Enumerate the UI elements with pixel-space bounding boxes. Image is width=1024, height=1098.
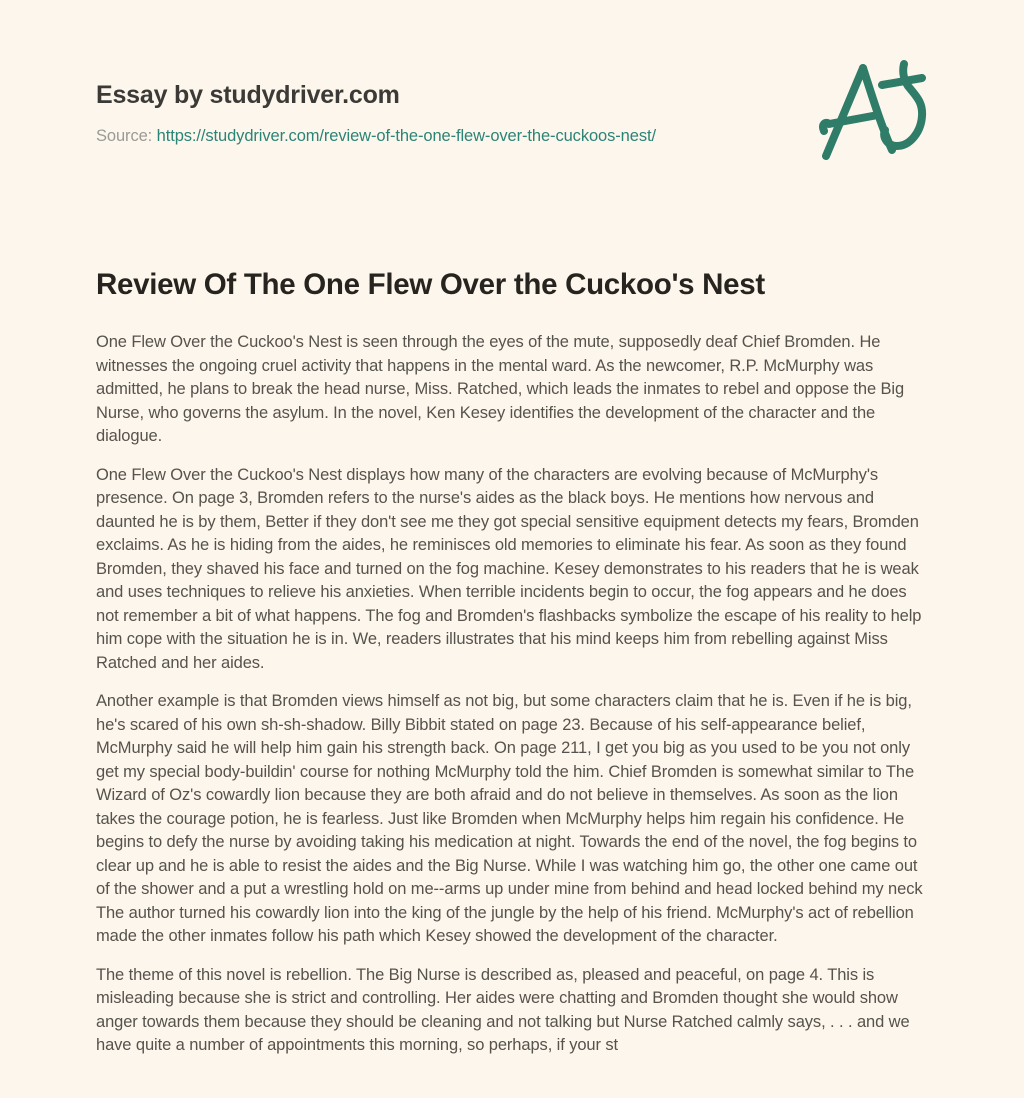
essay-title: Review Of The One Flew Over the Cuckoo's Nest <box>96 268 765 301</box>
essay-body <box>96 331 928 1058</box>
essay-paragraph: The theme of this novel is rebellion. The Big Nurse is described as, pleased and peaceful, on page 4. This is misleading because she is strict and controlling. Her aides were chatting and Bromden thought she would show anger towards them because they should be cleaning and not talking but Nurse Ratched calmly says, . . . and we have quite a number of appointments this morning, so perhaps, if your st <box>96 965 910 1054</box>
source-line <box>96 126 928 146</box>
essay-paragraph: One Flew Over the Cuckoo's Nest displays how many of the characters are evolving because of McMurphy's presence. On page 3, Bromden refers to the nurse's aides as the black boys. He mentions how nervous and daunted he is by them, Better if they don't see me they got special sensitive equipment detects my fears, Bromden exclaims. As he is hiding from the aides, he reminisces old memories to eliminate his fear. As soon as they found Bromden, they shaved his face and turned on the fog machine. Kesey demonstrates to his readers that he is weak and uses techniques to relieve his anxieties. When terrible incidents begin to occur, the fog appears and he does not remember a bit of what happens. The fog and Bromden's flashbacks symbolize the escape of his reality to help him cope with the situation he is in. We, readers illustrates that his mind keeps him from rebelling against Miss Ratched and her aides. <box>96 465 922 672</box>
essay-page <box>96 0 928 1058</box>
page-title: Essay by studydriver.com <box>96 81 400 109</box>
essay-content <box>96 268 928 1058</box>
a-plus-logo-icon <box>816 58 928 162</box>
essay-paragraph: One Flew Over the Cuckoo's Nest is seen through the eyes of the mute, supposedly deaf Chief Bromden. He witnesses the ongoing cruel activity that happens in the mental ward. As the newcomer, R.P. McMurphy was admitted, he plans to break the head nurse, Miss. Ratched, which leads the inmates to rebel and oppose the Big Nurse, who governs the asylum. In the novel, Ken Kesey identifies the development of the character and the dialogue. <box>96 333 905 445</box>
source-link[interactable]: https://studydriver.com/review-of-the-one-flew-over-the-cuckoos-nest/ <box>156 127 656 145</box>
document-header <box>96 80 928 146</box>
source-label: Source: <box>96 127 153 145</box>
essay-paragraph: Another example is that Bromden views himself as not big, but some characters claim that he is. Even if he is big, he's scared of his own sh-sh-shadow. Billy Bibbit stated on page 23. Because of his self-appearance belief, McMurphy said he will help him gain his strength back. On page 211, I get you big as you used to be you not only get my special body-buildin' course for nothing McMurphy told the him. Chief Bromden is somewhat similar to The Wizard of Oz's cowardly lion because they are both afraid and do not believe in themselves. As soon as the lion takes the courage potion, he is fearless. Just like Bromden when McMurphy helps him regain his confidence. He begins to defy the nurse by avoiding taking his medication at night. Towards the end of the novel, the fog begins to clear up and he is able to resist the aides and the Big Nurse. While I was watching him go, the other one came out of the shower and a put a wrestling hold on me--arms up under mine from behind and head locked behind my neck The author turned his cowardly lion into the king of the jungle by the help of his friend. McMurphy's act of rebellion made the other inmates follow his path which Kesey showed the development of the character. <box>96 692 923 945</box>
a-plus-logo <box>816 58 928 162</box>
